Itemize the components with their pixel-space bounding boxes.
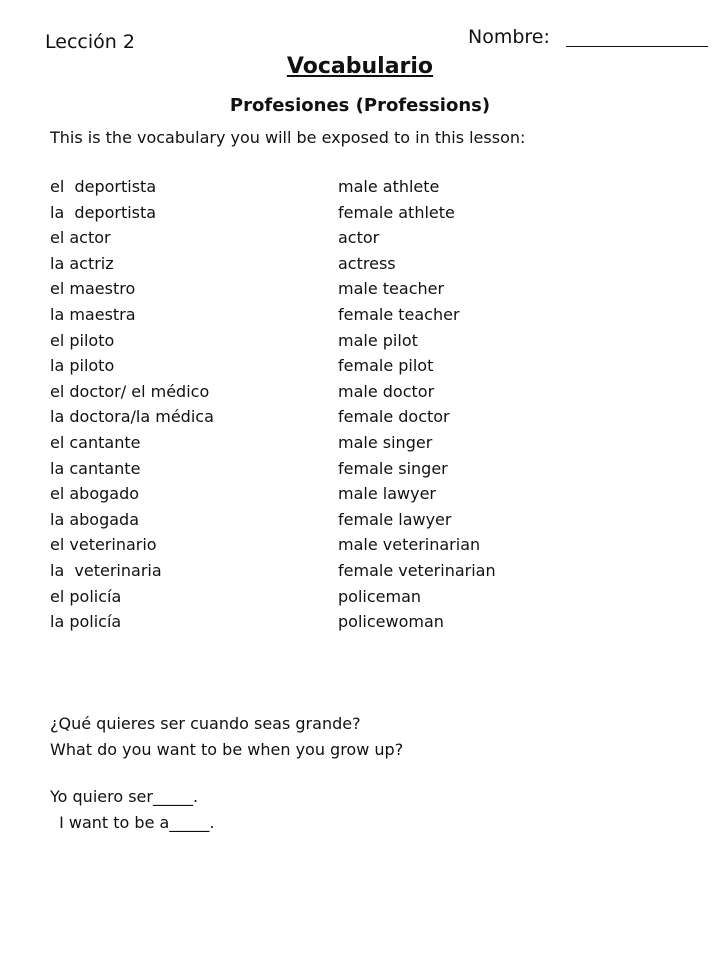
spanish-term: el policía — [50, 586, 122, 606]
english-translation: female singer — [338, 458, 448, 478]
spanish-term: el deportista — [50, 177, 157, 196]
english-translation: female lawyer — [338, 509, 452, 529]
english-translation: actor — [338, 228, 380, 248]
english-translation: male teacher — [338, 279, 445, 299]
english-translation: male lawyer — [338, 484, 436, 504]
spanish-term: la actriz — [50, 253, 114, 273]
spanish-term: la veterinaria — [50, 561, 162, 580]
english-translation: female doctor — [338, 407, 450, 427]
spanish-term: el veterinario — [50, 535, 157, 555]
spanish-term: la piloto — [50, 356, 115, 376]
spanish-term: el cantante — [50, 433, 141, 452]
page-title: Vocabulario — [286, 54, 434, 79]
english-translation: male athlete — [338, 177, 440, 196]
english-translation: policewoman — [338, 612, 444, 632]
spanish-term: la abogada — [50, 509, 140, 529]
spanish-term: el doctor/ el médico — [50, 381, 210, 401]
spanish-term: el maestro — [50, 279, 136, 299]
english-translation: male singer — [338, 433, 433, 452]
intro-text: This is the vocabulary you will be exposed to in this lesson: — [50, 128, 526, 147]
english-translation: female veterinarian — [338, 561, 496, 580]
name-label: Nombre: — [468, 26, 550, 48]
english-translation: male veterinarian — [338, 535, 481, 555]
answer-spanish: Yo quiero ser_____. — [50, 787, 199, 806]
lesson-number: Lección 2 — [45, 31, 135, 53]
question-english: What do you want to be when you grow up? — [50, 740, 404, 759]
spanish-term: la cantante — [50, 458, 141, 478]
english-translation: female athlete — [338, 202, 455, 222]
spanish-term: la policía — [50, 612, 122, 632]
english-translation: male doctor — [338, 381, 435, 401]
spanish-term: la doctora/la médica — [50, 407, 214, 427]
spanish-term: el actor — [50, 228, 111, 248]
english-translation: policeman — [338, 586, 422, 606]
spanish-term: el abogado — [50, 484, 140, 504]
name-blank-line — [566, 46, 708, 47]
english-translation: male pilot — [338, 330, 418, 350]
page-subtitle: Profesiones (Professions) — [229, 95, 491, 116]
english-translation: female pilot — [338, 356, 434, 376]
english-translation: actress — [338, 253, 396, 273]
question-spanish: ¿Qué quieres ser cuando seas grande? — [50, 714, 361, 733]
spanish-term: la deportista — [50, 202, 157, 222]
english-translation: female teacher — [338, 305, 460, 324]
spanish-term: el piloto — [50, 330, 115, 350]
spanish-term: la maestra — [50, 305, 136, 324]
answer-english: I want to be a_____. — [54, 813, 215, 832]
